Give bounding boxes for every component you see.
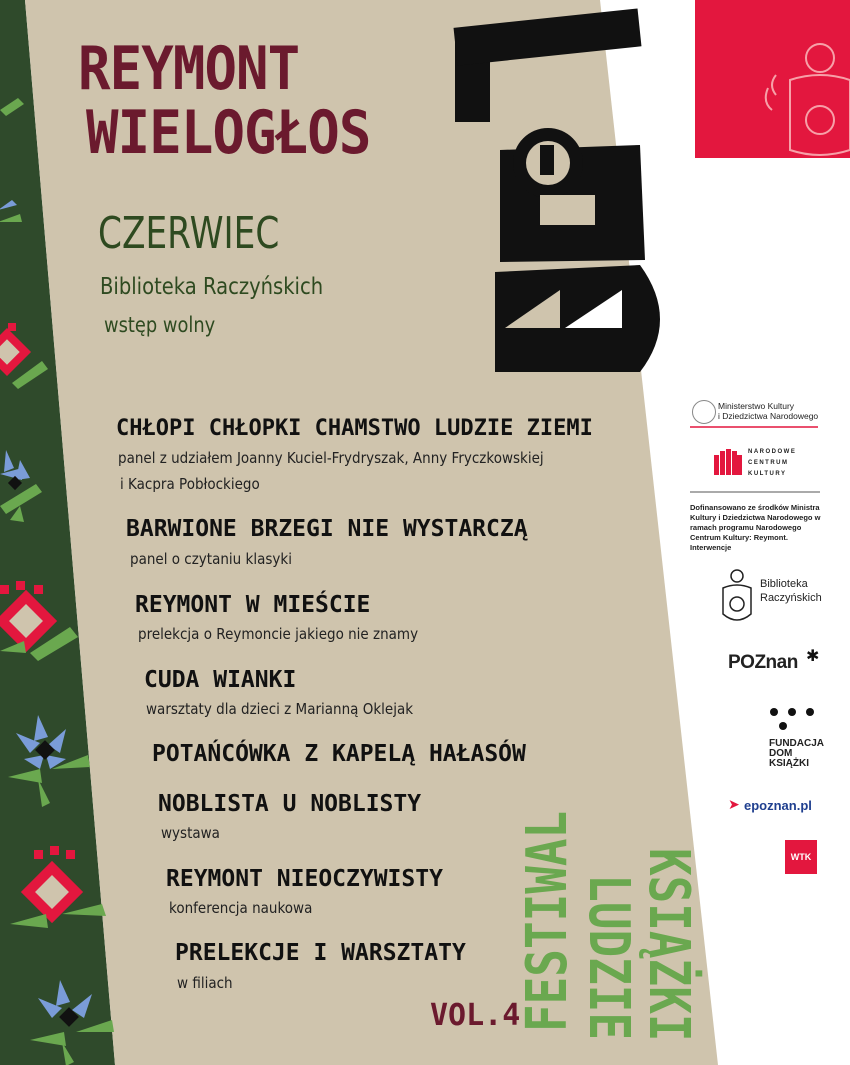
event-title: POTAŃCÓWKA Z KAPELĄ HAŁASÓW xyxy=(152,741,526,767)
month: CZERWIEC xyxy=(98,208,280,259)
event-desc: wystawa xyxy=(161,824,220,842)
funding-note: Dofinansowano ze środków Ministra Kultury i Dziedzictwa Narodowego w ramach programu Narodowego Centrum Kultury: Reymont. Interwencje xyxy=(690,503,821,552)
festival-word-3: KSIĄŻKI xyxy=(636,847,701,1042)
wtk-logo xyxy=(785,840,817,874)
event-desc: panel z udziałem Joanny Kuciel-Frydryszak, Anny Fryczkowskiej xyxy=(118,449,544,467)
fdk-line-3: KSIĄŻKI xyxy=(769,758,809,769)
nck-icon xyxy=(714,449,742,475)
dots-icon xyxy=(768,707,818,731)
event-title: PRELEKCJE I WARSZTATY xyxy=(175,940,466,966)
poznan-logo: POZnan xyxy=(728,652,798,673)
library-crest-icon xyxy=(720,566,754,626)
event-desc: konferencja naukowa xyxy=(169,899,313,917)
library-line-2: Raczyńskich xyxy=(760,592,822,604)
event-title: CHŁOPI CHŁOPKI CHAMSTWO LUDZIE ZIEMI xyxy=(116,416,593,441)
event-title: REYMONT NIEOCZYWISTY xyxy=(166,866,443,892)
event-desc: i Kacpra Pobłockiego xyxy=(120,475,260,493)
event-title: CUDA WIANKI xyxy=(144,667,297,693)
title-line-1: REYMONT xyxy=(78,34,300,104)
nck-line-2: CENTRUM xyxy=(748,460,789,466)
event-desc: panel o czytaniu klasyki xyxy=(130,550,292,568)
festival-word-1: FESTIWAL xyxy=(515,810,580,1032)
asterisk-icon: ✱ xyxy=(806,646,820,665)
wtk-label: WTK xyxy=(790,852,812,862)
volume-label: VOL.4 xyxy=(430,998,521,1033)
fdk-line-1: FUNDACJA xyxy=(769,738,824,749)
ministry-line-2: i Dziedzictwa Narodowego xyxy=(718,411,819,421)
event-desc: prelekcja o Reymoncie jakiego nie znamy xyxy=(138,625,419,643)
title-line-2: WIELOGŁOS xyxy=(86,98,371,168)
venue: Biblioteka Raczyńskich xyxy=(100,274,324,300)
epoznan-logo: epoznan.pl xyxy=(744,798,812,813)
library-line-1: Biblioteka xyxy=(760,578,808,590)
nck-line-1: NARODOWE xyxy=(748,449,797,455)
festival-word-2: LUDZIE xyxy=(576,874,641,1041)
epoznan-arrow-icon: ➤ xyxy=(728,797,740,813)
event-title: BARWIONE BRZEGI NIE WYSTARCZĄ xyxy=(126,516,528,542)
eagle-icon xyxy=(692,400,716,424)
admission: wstęp wolny xyxy=(104,313,216,337)
nck-line-3: KULTURY xyxy=(748,471,787,477)
fdk-line-2: DOM xyxy=(769,748,793,759)
event-desc: warsztaty dla dzieci z Marianną Oklejak xyxy=(146,700,414,718)
event-title: REYMONT W MIEŚCIE xyxy=(135,592,371,618)
event-desc: w filiach xyxy=(177,974,233,992)
ministry-line-1: Ministerstwo Kultury xyxy=(718,401,795,411)
event-title: NOBLISTA U NOBLISTY xyxy=(158,791,422,817)
